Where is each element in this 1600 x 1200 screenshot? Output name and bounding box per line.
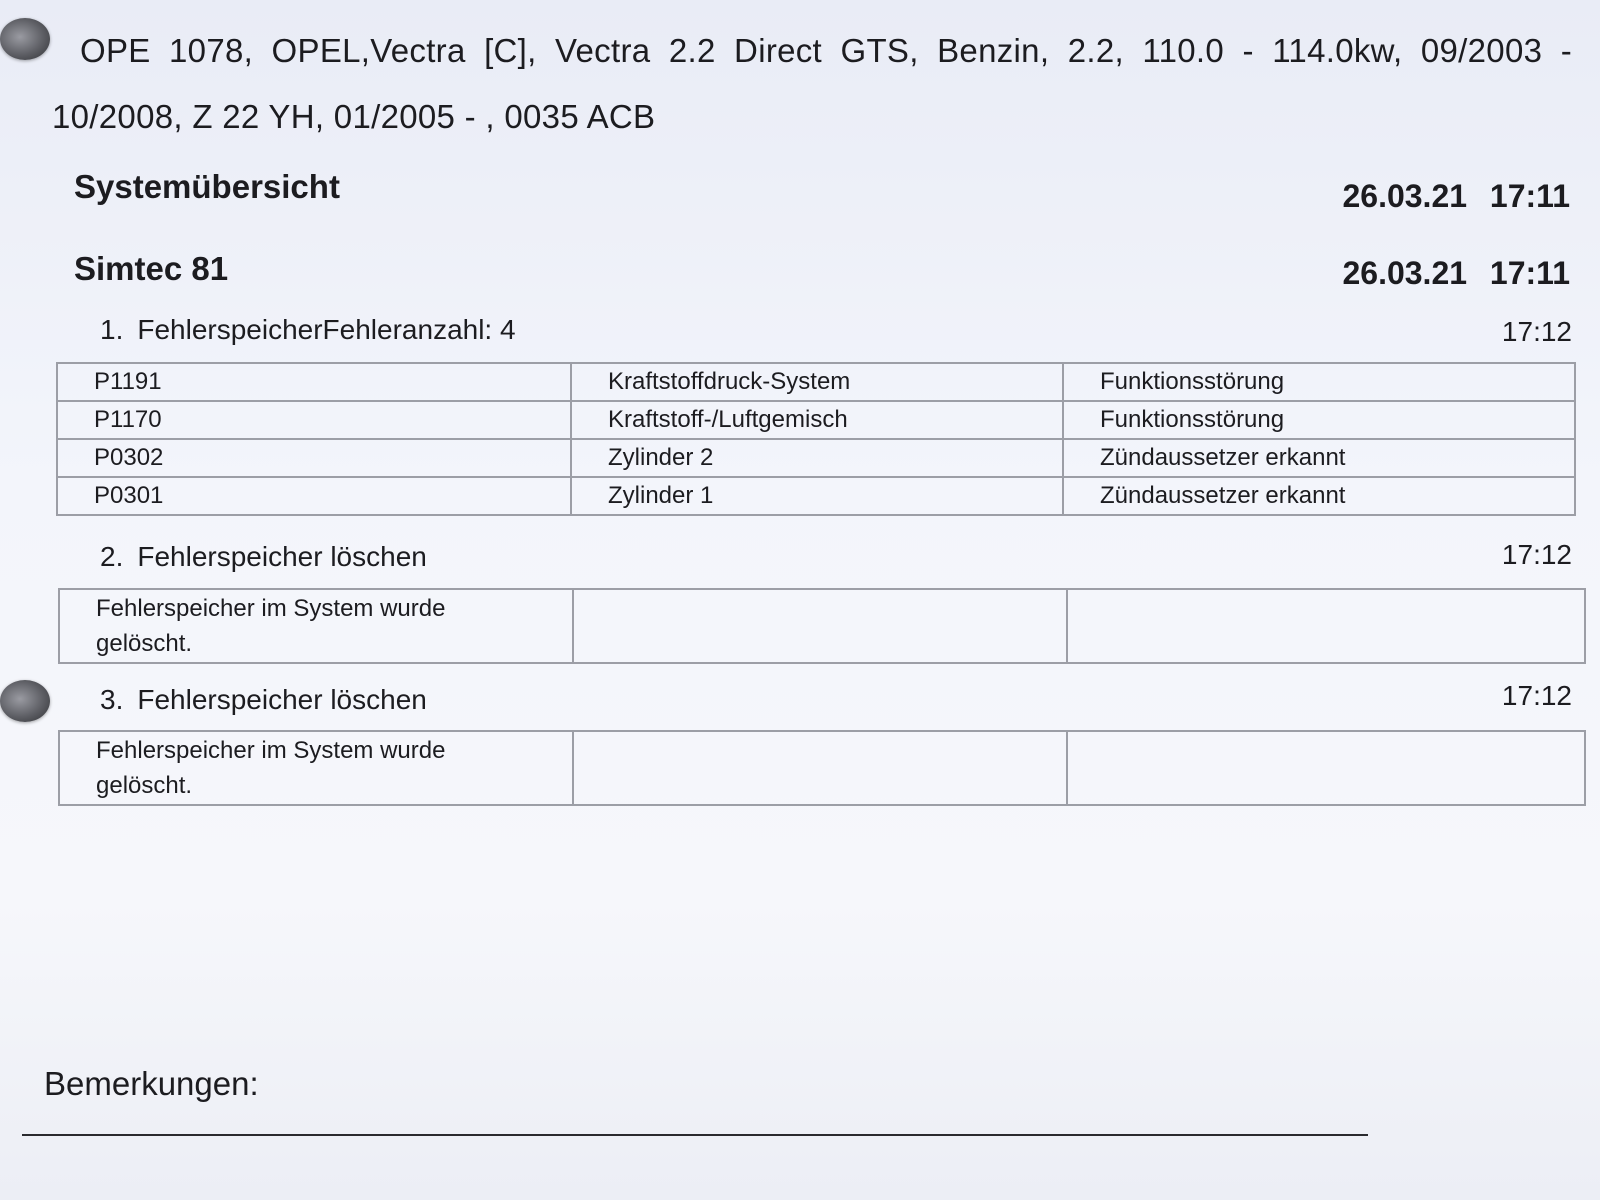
item-2-message	[59, 589, 573, 663]
vehicle-header	[52, 18, 1572, 150]
fault-component: Kraftstoffdruck-System	[571, 363, 1063, 401]
item-2-message-line-2: gelöscht.	[96, 630, 193, 657]
item-3-title	[100, 684, 427, 716]
item-2-time: 17:12	[1501, 539, 1572, 570]
item-2-title	[100, 541, 427, 573]
remarks-label: Bemerkungen:	[44, 1065, 259, 1102]
fault-component: Zylinder 2	[571, 439, 1063, 477]
table-row	[59, 731, 1585, 805]
system-timestamp	[1342, 255, 1570, 292]
fault-code: P0301	[57, 477, 571, 515]
item-1-number: 1.	[100, 314, 124, 345]
empty-cell	[573, 731, 1067, 805]
overview-date: 26.03.21	[1342, 178, 1468, 214]
item-1-title	[100, 314, 516, 346]
item-3-time: 17:12	[1501, 680, 1572, 711]
vehicle-header-line-2: 10/2008, Z 22 YH, 01/2005 - , 0035 ACB	[52, 98, 656, 135]
punch-hole-middle	[0, 680, 50, 722]
item-3-message-table	[58, 730, 1586, 806]
system-title: Simtec 81	[74, 250, 229, 287]
fault-component: Zylinder 1	[571, 477, 1063, 515]
vehicle-header-line-1: OPE 1078, OPEL,Vectra [C], Vectra 2.2 Direct GTS, Benzin, 2.2, 110.0 - 114.0kw, 09/2003 -	[80, 32, 1572, 69]
empty-cell	[1067, 731, 1585, 805]
item-3-label: Fehlerspeicher löschen	[137, 684, 427, 715]
overview-title: Systemübersicht	[74, 168, 340, 205]
table-row	[57, 477, 1575, 515]
fault-status: Zündaussetzer erkannt	[1063, 477, 1575, 515]
item-3-message-line-2: gelöscht.	[96, 772, 193, 799]
fault-status: Funktionsstörung	[1063, 363, 1575, 401]
table-row	[57, 401, 1575, 439]
fault-code: P0302	[57, 439, 571, 477]
fault-code: P1170	[57, 401, 571, 439]
item-3-message-line-1: Fehlerspeicher im System wurde	[96, 737, 446, 764]
fault-component: Kraftstoff-/Luftgemisch	[571, 401, 1063, 439]
fault-table	[56, 362, 1576, 516]
item-3-message	[59, 731, 573, 805]
item-2-label: Fehlerspeicher löschen	[137, 541, 427, 572]
item-3-number: 3.	[100, 684, 124, 715]
table-row	[59, 589, 1585, 663]
item-2-number: 2.	[100, 541, 124, 572]
item-2-message-line-1: Fehlerspeicher im System wurde	[96, 595, 446, 622]
item-1-time: 17:12	[1501, 316, 1572, 347]
table-row	[57, 363, 1575, 401]
punch-hole-top	[0, 18, 50, 60]
fault-status: Zündaussetzer erkannt	[1063, 439, 1575, 477]
table-row	[57, 439, 1575, 477]
empty-cell	[1067, 589, 1585, 663]
item-2-message-table	[58, 588, 1586, 664]
item-1-label: FehlerspeicherFehleranzahl: 4	[137, 314, 516, 345]
system-date: 26.03.21	[1342, 255, 1468, 291]
fault-code: P1191	[57, 363, 571, 401]
fault-status: Funktionsstörung	[1063, 401, 1575, 439]
overview-timestamp	[1342, 178, 1570, 215]
remarks-line	[22, 1134, 1368, 1136]
system-time: 17:11	[1489, 255, 1570, 291]
overview-time: 17:11	[1489, 178, 1570, 214]
empty-cell	[573, 589, 1067, 663]
